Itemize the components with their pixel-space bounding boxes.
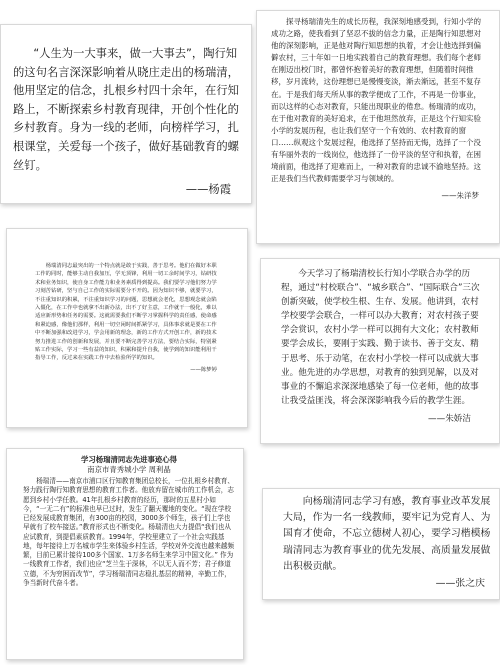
note-subtitle: 南京市青秀城小学 周利晶 <box>87 465 171 474</box>
note-title: 学习杨瑞清同志先进事迹心得 <box>80 455 178 464</box>
note-card-zhoulijing <box>6 448 244 660</box>
note-card-zhujiaojie <box>260 258 500 444</box>
note-signature: ——杨霞 <box>185 183 231 197</box>
note-text: 杨瑞清——南京市浦口区行知教育集团总校长，一位扎根乡村教育、努力践行陶行知教育思想的教育工作者。他放弃留在城市的工作机会，志愿到乡村小学任教。41年扎根乡村教育的经历，那时的五星村小如今，“一无二有”的标准也早已过时，发生了翻天覆地的变化。“现在学校已经发展成教育集团，有300亩的校园，3000多个师生，孩子们上学也早就有了校车接送。”教育形式也不断变化。杨瑞清也大力提倡“我们也从应试教育，到提倡素质教育。1994年，学校里建立了一个社会实践基地，每年接待上万名城市学生来体验乡村生活，学校对外交流也越来越频繁，目前已累计接待100多个国家、1万多名师生来学习中国文化。” 作为一线教育工作者，我们也应“芝兰生于深林，不以无人而不芳；君子修道立德，不为穷困而改节”，学习杨瑞清同志稳扎基层的精神，辛勤工作，争当新时代奋斗者。 <box>23 477 234 587</box>
note-card-chenmengting <box>6 228 248 428</box>
note-card-yangxia <box>0 24 252 204</box>
note-signature: ——张之庆 <box>435 578 485 590</box>
note-text: 向杨瑞清同志学习有感，教育事业改革发展大局，作为一名一线教师，要牢记为党育人、为国育才使命，不忘立德树人初心，要学习楷模杨瑞清同志为教育事业的优先发展、高质量发展做出积极贡献。 <box>283 496 491 572</box>
note-text: 今天学习了杨瑞清校长行知小学联合办学的历程，通过“村校联合”、“城乡联合”、“国际联合”三次创新突破，使学校生根、生存、发展。他讲到，农村学校要学会联合，一样可以办大教育；对农村孩子要学会赏识，农村小学一样可以拥有大文化；农村教师要学会成长，要刚于实践、勤于读书、善于交友、精于思考、乐于动笔，在农村小学校一样可以成就大事业。他先进的办学思想，对教育的独到见解，以及对事业的不懈追求深深地感染了每一位老师，他的故事让我受益匪浅，将会深深影响我今后的教学生涯。 <box>281 269 480 406</box>
note-card-zhangzhiqing <box>262 488 500 600</box>
note-signature: ——朱娇洁 <box>428 413 471 424</box>
note-signature: ——陈梦婷 <box>190 366 217 373</box>
note-text: 探寻杨瑞清先生的成长历程，我深刻地感受到，行知小学的成功之路，使我看到了坚忍不拔的信念力量，正是陶行知思想对他的深刻影响，正是他对陶行知思想的执着，才会让他选择到偏僻农村，三十年如一日地实践着自己的教育理想。我们每个老师在刚迈出校门时，都曾怀抱着美好的教育理想，但随着时间推移，岁月流转，这份理想已是慢慢变淡，渐去渐远，甚至不复存在。于是我们每天所从事的教学便成了工作，不再是一份事业，而以这样的心态对教育，只能出现职业的倦怠。杨瑞清的成功，在于他对教育的美好追求，在于他坦然放弃，正是这个行知实验小学的发展历程，也让我们坚守一个有效的、农村教育的窗口……纵观这个发展过程，他选择了坚持而无悔，选择了一个没有华丽外表的一线岗位，他选择了一份平淡的坚守和执着，在困境前面，他选择了迎难而上，一种对教育的忠诚不渝地坚持。这正是我们当代教师需要学习与领域的。 <box>271 17 481 184</box>
note-signature: ——朱洋梦 <box>441 191 479 201</box>
note-card-zhuyangmeng <box>256 10 500 244</box>
note-text: “人生为一大事来，做一大事去”，陶行知的这句名言深深影响着从晓庄走出的杨瑞清，他用坚定的信念，扎根乡村四十余年，在行知路上，不断探索乡村教育现律，开创个性化的乡村教育。身为一线的老师，向榜样学习，扎根课堂，关爱每一个孩子，做好基础教育的螺丝钉。 <box>13 47 239 172</box>
note-text: 杨瑞清同志最突出的一个特点就是敢于实践，善于思考。他们在做好本职工作的同时，能够主动自我加压，学无顶锋，利用一切工余时间学习，钻研技术和业务知识，使自身工作能力和业务素质得到提高。我们要学习他们努力学习刻苦钻研，坚与自己工作的实际需要分不开的。因为知识不够，就要学习，不注重知识的积累，不注重知识学习的问题，思想就会老化，思想观念就会陷入僵化，在工作中也就拿不出新办法，出不了好主意，工作就干一般化，难以适应新形势和任务的需要。这就需要我们不断学习掌握科学的责任感，使命感和紧迫感，像他们那样，利用一切空闲时间抓紧学习，具体事求就是要在工作中不断加强和改进学习，学会用新的理念，新的工作方式开创工作，新的技术努力推进工作的创新和发展，并且要不断完善学习方法，要结合实际，特别紧贴工作实际，学习一些有益的知识，积累和提升自我，使学到的知识能利用干指导工作，反过来在实践工作中去检验所学的知识。 <box>35 263 217 362</box>
